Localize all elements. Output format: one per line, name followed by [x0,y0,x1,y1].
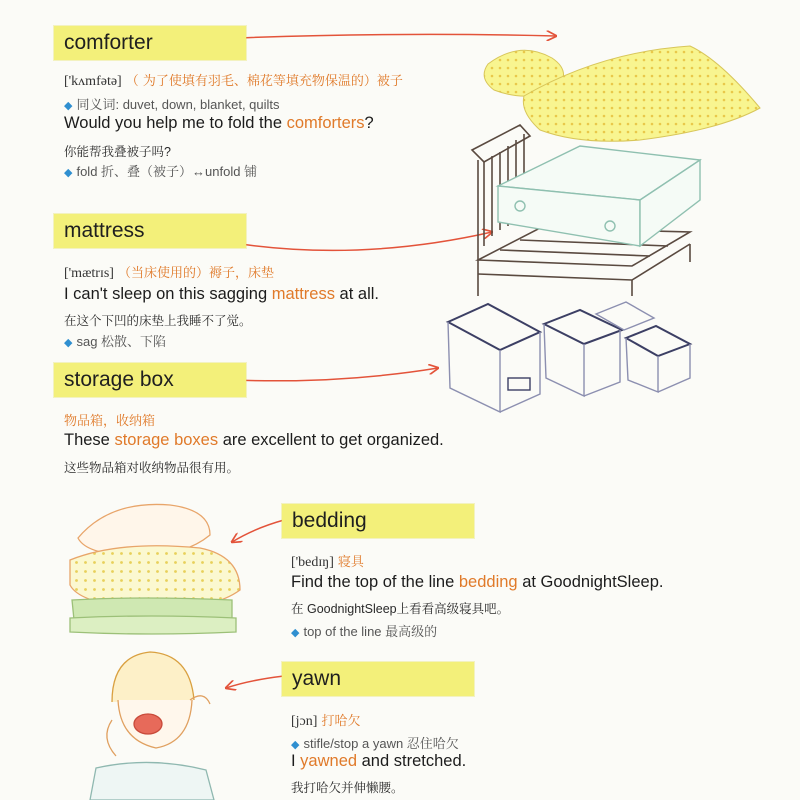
diamond-bullet-icon: ◆ [64,167,73,179]
sentence-highlight: yawned [300,752,358,770]
definition-bedding: 寝具 [337,555,364,570]
synonyms-comforter [64,94,280,113]
sentence-part: Find the top of the line [291,573,459,591]
ipa-text: ['kʌmfətə] [64,74,122,89]
ipa-bedding [291,551,364,571]
ipa-comforter [64,70,403,90]
sentence-part: These [64,431,115,449]
sentence-part: Would you help me to fold the [64,114,287,132]
sentence-part: and stretched. [357,752,467,770]
sentence-highlight: comforters [286,114,365,132]
word-label-storage-box: storage box [54,363,246,397]
diamond-bullet-icon: ◆ [64,100,73,112]
translation-yawn: 我打哈欠并伸懒腰。 [291,781,404,795]
sentence-part: ? [364,114,374,132]
diamond-bullet-icon: ◆ [291,739,300,751]
diamond-bullet-icon: ◆ [64,337,73,349]
ipa-mattress [64,262,274,282]
comforter-illustration [484,46,760,141]
ipa-yawn [291,710,360,730]
arrow-icon [226,676,284,688]
sentence-part: at all. [334,285,379,303]
ipa-text: [jɔn] [291,714,318,729]
storage-box-illustration [448,302,690,412]
note-text: sag 松散、下陷 [76,334,167,349]
yawn-illustration [90,652,214,800]
example-sentence-bedding [291,573,663,592]
translation-comforter: 你能帮我叠被子吗? [64,145,171,159]
ipa-text: ['mætrɪs] [64,266,114,281]
sentence-part: I [291,752,301,770]
note-bedding [291,621,437,640]
note-comforter [64,161,257,180]
arrow-icon [234,368,438,381]
example-sentence-storage-box [64,431,444,450]
note-mattress [64,331,166,350]
ipa-text: ['bedɪŋ] [291,555,334,570]
diamond-bullet-icon: ◆ [291,627,300,639]
synonyms-text: 同义词: duvet, down, blanket, quilts [76,97,280,112]
translation-mattress: 在这个下凹的床垫上我睡不了觉。 [64,314,252,328]
sentence-highlight: mattress [271,285,335,303]
word-label-yawn: yawn [282,662,474,696]
example-sentence-comforter [64,114,374,133]
note-text: fold 折、叠（被子）↔unfold 铺 [76,164,258,179]
sentence-part: at GoodnightSleep. [517,573,664,591]
sentence-highlight: bedding [458,573,518,591]
sentence-part: are excellent to get organized. [218,431,444,449]
note-text: stifle/stop a yawn 忍住哈欠 [303,736,459,751]
translation-bedding: 在 GoodnightSleep上看看高级寝具吧。 [291,602,510,616]
word-label-comforter: comforter [54,26,246,60]
word-label-mattress: mattress [54,214,246,248]
sentence-part: I can't sleep on this sagging [64,285,272,303]
example-sentence-yawn [291,752,466,771]
arrow-icon [236,34,556,38]
definition-comforter: （ 为了使填有羽毛、棉花等填充物保温的）被子 [125,74,403,89]
bedding-illustration [70,504,240,634]
definition-yawn: 打哈欠 [321,714,361,729]
translation-storage-box: 这些物品箱对收纳物品很有用。 [64,461,240,475]
definition-storage-box: 物品箱，收纳箱 [64,413,156,428]
definition-mattress: （当床使用的）褥子，床垫 [117,266,274,281]
word-label-bedding: bedding [282,504,474,538]
arrow-icon [234,232,492,250]
arrow-icon [232,520,284,542]
sentence-highlight: storage boxes [114,431,219,449]
note-yawn [291,733,459,752]
example-sentence-mattress [64,285,379,304]
note-text: top of the line 最高级的 [303,624,438,639]
mattress-illustration [472,125,690,296]
mattress-box [498,146,700,246]
